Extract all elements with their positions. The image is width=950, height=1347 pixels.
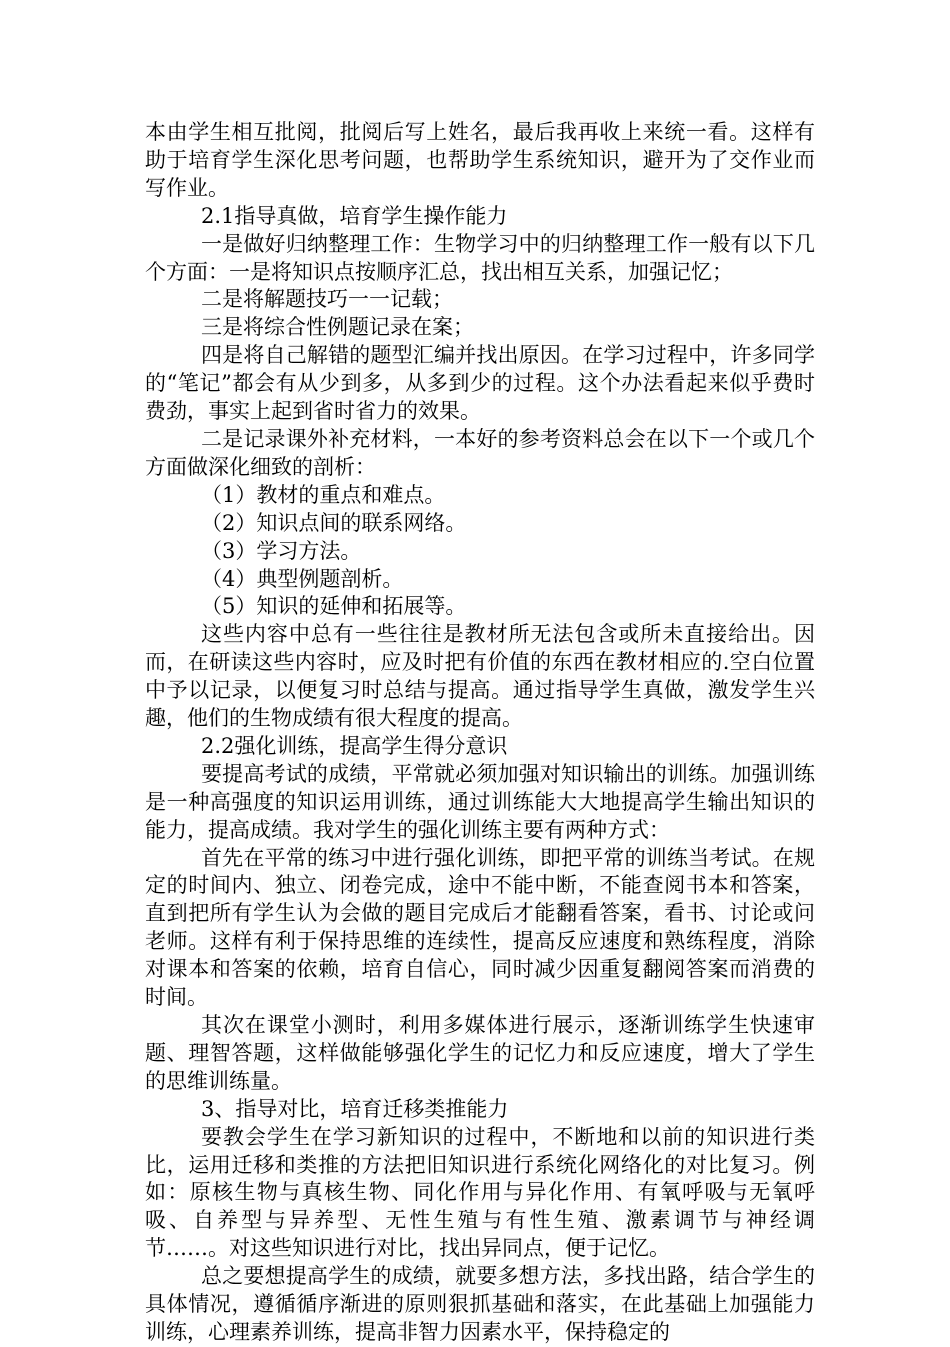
section-heading-3: 3、指导对比，培育迁移类推能力: [201, 1096, 509, 1121]
list-item: （4）典型例题剖析。: [201, 566, 404, 591]
paragraph: 本由学生相互批阅，批阅后写上姓名，最后我再收上来统一看。这样有助于培育学生深化思考问题，也帮助学生系统知识，避开为了交作业而写作业。: [145, 120, 815, 200]
list-item: （1）教材的重点和难点。: [201, 482, 446, 507]
paragraph: 要教会学生在学习新知识的过程中，不断地和以前的知识进行类比，运用迁移和类推的方法把旧知识进行系统化网络化的对比复习。例如：原核生物与真核生物、同化作用与异化作用、有氧呼吸与无氧呼吸、自养型与异养型、无性生殖与有性生殖、激素调节与神经调节……。对这些知识进行对比，找出异同点，便于记忆。: [145, 1124, 815, 1261]
paragraph: 四是将自己解错的题型汇编并找出原因。在学习过程中，许多同学的“笔记”都会有从少到多，从多到少的过程。这个办法看起来似乎费时费劲，事实上起到省时省力的效果。: [145, 343, 815, 424]
paragraph: 三是将综合性例题记录在案；: [201, 315, 474, 340]
list-item: （3）学习方法。: [201, 538, 362, 563]
body-text: [145, 119, 815, 1347]
paragraph: 首先在平常的练习中进行强化训练，即把平常的训练当考试。在规定的时间内、独立、闭卷完成，途中不能中断，不能查阅书本和答案，直到把所有学生认为会做的题目完成后才能翻看答案，看书、讨论或问老师。这样有利于保持思维的连续性，提高反应速度和熟练程度，消除对课本和答案的依赖，培育自信心，同时减少因重复翻阅答案而消费的时间。: [145, 845, 815, 1010]
paragraph: 其次在课堂小测时，利用多媒体进行展示，逐渐训练学生快速审题、理智答题，这样做能够强化学生的记忆力和反应速度，增大了学生的思维训练量。: [145, 1013, 815, 1093]
section-heading-2-2: 2.2强化训练，提高学生得分意识: [201, 733, 508, 758]
section-heading-2-1: 2.1指导真做，培育学生操作能力: [201, 203, 508, 228]
list-item: （2）知识点间的联系网络。: [201, 510, 467, 535]
paragraph: 这些内容中总有一些往往是教材所无法包含或所未直接给出。因而，在研读这些内容时，应及时把有价值的东西在教材相应的.空白位置中予以记录，以便复习时总结与提高。通过指导学生真做，激发学生兴趣，他们的生物成绩有很大程度的提高。: [145, 622, 815, 731]
paragraph: 二是记录课外补充材料，一本好的参考资料总会在以下一个或几个方面做深化细致的剖析：: [145, 426, 815, 479]
paragraph: 要提高考试的成绩，平常就必须加强对知识输出的训练。加强训练是一种高强度的知识运用训练，通过训练能大大地提高学生输出知识的能力，提高成绩。我对学生的强化训练主要有两种方式：: [145, 761, 815, 842]
list-item: （5）知识的延伸和拓展等。: [201, 594, 467, 619]
paragraph: 二是将解题技巧一一记载；: [201, 287, 453, 312]
paragraph: 总之要想提高学生的成绩，就要多想方法，多找出路，结合学生的具体情况，遵循循序渐进的原则狠抓基础和落实，在此基础上加强能力训练，心理素养训练，提高非智力因素水平，保持稳定的: [145, 1264, 815, 1344]
paragraph: 一是做好归纳整理工作：生物学习中的归纳整理工作一般有以下几个方面：一是将知识点按顺序汇总，找出相互关系，加强记忆；: [145, 231, 815, 284]
